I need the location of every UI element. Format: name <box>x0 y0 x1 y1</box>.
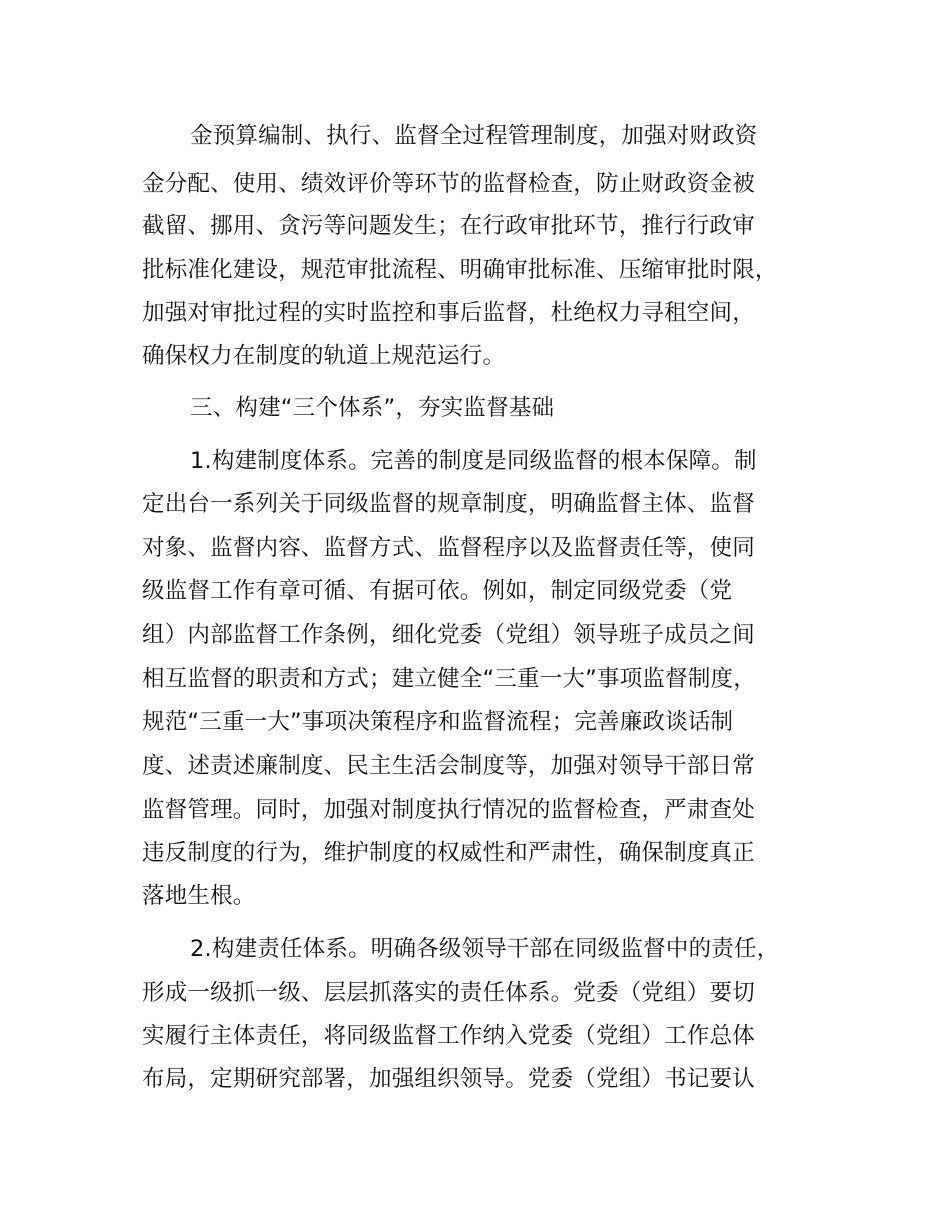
paragraph-line: 确保权力在制度的轨道上规范运行。 <box>142 343 506 369</box>
paragraph-line: 定出台一系列关于同级监督的规章制度，明确监督主体、监督 <box>142 491 755 517</box>
paragraph-line: 金分配、使用、绩效评价等环节的监督检查，防止财政资金被 <box>142 171 755 197</box>
paragraph-line: 对象、监督内容、监督方式、监督程序以及监督责任等，使同 <box>142 535 755 561</box>
paragraph-line: 金预算编制、执行、监督全过程管理制度，加强对财政资 <box>190 123 758 149</box>
paragraph-line: 形成一级抓一级、层层抓落实的责任体系。党委（党组）要切 <box>142 980 755 1006</box>
paragraph-line: 实履行主体责任，将同级监督工作纳入党委（党组）工作总体 <box>142 1023 755 1049</box>
paragraph-line: 违反制度的行为，维护制度的权威性和严肃性，确保制度真正 <box>142 840 755 866</box>
paragraph-line: 级监督工作有章可循、有据可依。例如，制定同级党委（党 <box>142 578 733 604</box>
paragraph-line: 规范“三重一大”事项决策程序和监督流程；完善廉政谈话制 <box>142 709 734 735</box>
paragraph-line: 相互监督的职责和方式；建立健全“三重一大”事项监督制度， <box>142 666 756 692</box>
paragraph-line: 加强对审批过程的实时监控和事后监督，杜绝权力寻租空间， <box>142 300 755 326</box>
paragraph-line: 监督管理。同时，加强对制度执行情况的监督检查，严肃查处 <box>142 797 755 823</box>
paragraph-line: 落地生根。 <box>142 883 256 909</box>
paragraph-line: 组）内部监督工作条例，细化党委（党组）领导班子成员之间 <box>142 622 755 648</box>
paragraph-line: 度、述责述廉制度、民主生活会制度等，加强对领导干部日常 <box>142 753 755 779</box>
paragraph-line: 截留、挪用、贪污等问题发生；在行政审批环节，推行行政审 <box>142 213 755 239</box>
paragraph-line: 批标准化建设，规范审批流程、明确审批标准、压缩审批时限， <box>142 257 778 283</box>
paragraph-line: 1.构建制度体系。完善的制度是同级监督的根本保障。制 <box>190 448 757 474</box>
section-heading: 三、构建“三个体系”，夯实监督基础 <box>190 395 555 421</box>
paragraph-line: 2.构建责任体系。明确各级领导干部在同级监督中的责任， <box>190 936 780 962</box>
paragraph-line: 布局，定期研究部署，加强组织领导。党委（党组）书记要认 <box>142 1066 755 1092</box>
